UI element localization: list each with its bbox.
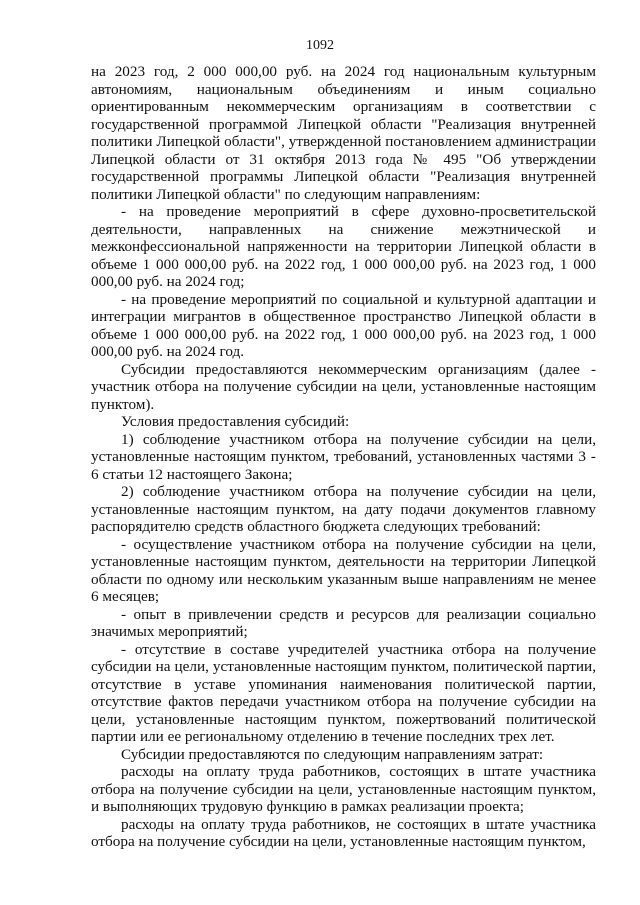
paragraph-condition-1: 1) соблюдение участником отбора на получение субсидии на цели, установленные настоящим пунктом, требований, установленных частями 3 - 6 статьи 12 настоящего Закона; — [91, 430, 596, 483]
paragraph-direction-spiritual-educational: - на проведение мероприятий в сфере духовно-просветительской деятельности, направленных на снижение межэтнической и межконфессиональной напряженности на территории Липецкой области в объеме 1 000 000,00 руб. на 2022 год, 1 000 000,00 руб. на 2023 год, 1 000 000,00 руб. на 2024 год; — [91, 203, 596, 290]
paragraph-requirement-no-political-party: - отсутствие в составе учредителей участника отбора на получение субсидии на цели, установленные настоящим пунктом, политической партии, отсутствие в уставе упоминания наименования политической партии, отсутствие фактов передачи участником отбора на получение субсидии на цели, установленные настоящим пунктом, пожертвований политической партии или ее региональному отделению в течение последних трех лет. — [91, 640, 596, 745]
paragraph-conditions-heading: Условия предоставления субсидий: — [121, 413, 350, 430]
paragraph-subsidy-recipients: Субсидии предоставляются некоммерческим организациям (далее - участник отбора на получение субсидии на цели, установленные настоящим пунктом). — [91, 360, 596, 413]
paragraph-direction-migrant-adaptation: - на проведение мероприятий по социальной и культурной адаптации и интеграции мигрантов в общественное пространство Липецкой области в объеме 1 000 000,00 руб. на 2022 год, 1 000 000,00 руб. на 2023 год, 1 000 000,00 руб. на 2024 год. — [91, 290, 596, 360]
paragraph-condition-2: 2) соблюдение участником отбора на получение субсидии на цели, установленные настоящим пунктом, на дату подачи документов главному распорядителю средств областного бюджета следующих требований: — [91, 483, 596, 535]
paragraph-intro-continued: на 2023 год, 2 000 000,00 руб. на 2024 год национальным культурным автономиям, национальным объединениям и иным социально ориентированным некоммерческим организациям в соответствии с государственной программой Липецкой области "Реализация внутренней политики Липецкой области", утвержденной постановлением администрации Липецкой области от 31 октября 2013 года № 495 "Об утверждении государственной программы Липецкой области "Реализация внутренней политики Липецкой области" по следующим направлениям: — [91, 63, 596, 203]
paragraph-expense-directions-heading: Субсидии предоставляются по следующим направлениям затрат: — [121, 745, 544, 763]
document-body — [91, 63, 596, 851]
paragraph-requirement-experience: - опыт в привлечении средств и ресурсов для реализации социально значимых мероприятий; — [91, 605, 596, 640]
paragraph-requirement-activity: - осуществление участником отбора на получение субсидии на цели, установленные настоящим пунктом, деятельности на территории Липецкой области по одному или нескольким указанным выше направлениям не менее 6 месяцев; — [91, 535, 596, 605]
paragraph-expense-nonstaff-salaries: расходы на оплату труда работников, не состоящих в штате участника отбора на получение субсидии на цели, установленные настоящим пунктом, — [91, 815, 596, 850]
paragraph-expense-staff-salaries: расходы на оплату труда работников, состоящих в штате участника отбора на получение субсидии на цели, установленные настоящим пунктом, и выполняющих трудовую функцию в рамках реализации проекта; — [91, 763, 596, 815]
page-number: 1092 — [306, 38, 334, 53]
